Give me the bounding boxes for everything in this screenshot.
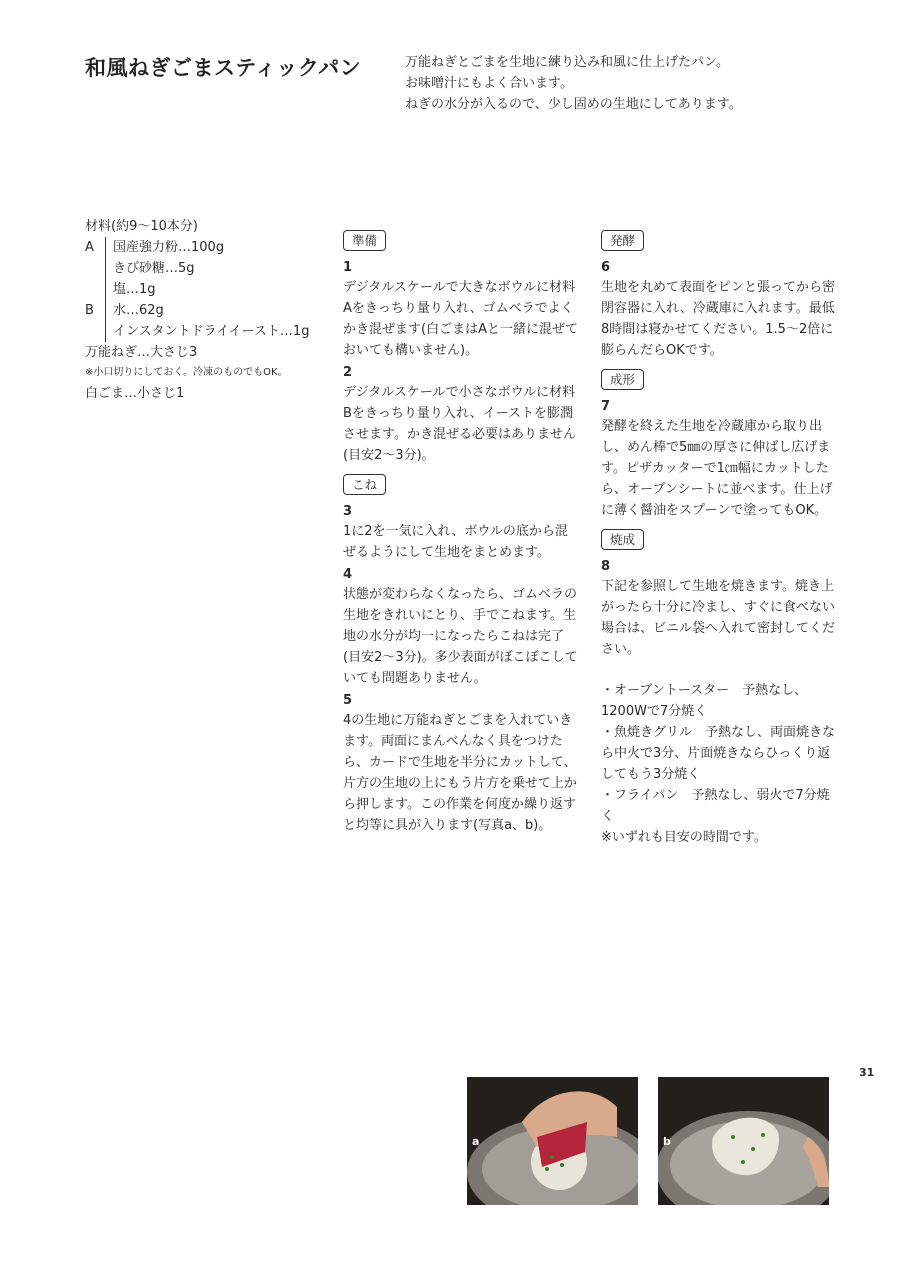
step-text: 状態が変わらなくなったら、ゴムベラの生地をきれいにとり、手でこねます。生地の水分が均一になったらこねは完了(目安2〜3分)。多少表面がぼこぼこしていても問題ありません。 xyxy=(343,587,578,686)
step-number: 3 xyxy=(343,504,353,519)
photo-b-image xyxy=(658,1077,829,1205)
step-number: 2 xyxy=(343,365,353,380)
ingredient-group-a xyxy=(85,237,309,300)
steps-column-middle xyxy=(343,230,578,838)
step-text: 1に2を一気に入れ、ボウルの底から混ぜるようにして生地をまとめます。 xyxy=(343,524,568,560)
group-letter: B xyxy=(85,303,94,318)
section-tag-preparation: 準備 xyxy=(343,230,386,251)
step-text: 下記を参照して生地を焼きます。焼き上がったら十分に冷まし、すぐに食べない場合は、ビニル袋へ入れて密封してください。 xyxy=(601,579,836,657)
ingredient-item: 万能ねぎ…大さじ3 xyxy=(85,345,198,360)
intro-line: ねぎの水分が入るので、少し固めの生地にしてあります。 xyxy=(405,97,742,112)
ingredient-group-b xyxy=(85,300,309,342)
page-number: 31 xyxy=(859,1066,875,1079)
photo-label: b xyxy=(663,1135,671,1148)
step-number: 6 xyxy=(601,260,611,275)
step-text: 発酵を終えた生地を冷蔵庫から取り出し、めん棒で5㎜の厚さに伸ばし広げます。ピザカッターで1㎝幅にカットしたら、オーブンシートに並べます。仕上げに薄く醤油をスプーンで塗ってもOK。 xyxy=(601,419,833,518)
photo-a-image xyxy=(467,1077,638,1205)
step-number: 7 xyxy=(601,399,611,414)
recipe-title: 和風ねぎごまスティックパン xyxy=(85,56,362,80)
ingredient-item: きび砂糖…5g xyxy=(113,261,195,276)
photo-b xyxy=(658,1077,829,1205)
ingredient-item: インスタントドライイースト…1g xyxy=(113,324,310,339)
step-number: 5 xyxy=(343,693,353,708)
ingredient-item: 水…62g xyxy=(113,303,164,318)
step-number: 4 xyxy=(343,567,353,582)
section-tag-kneading: こね xyxy=(343,474,386,495)
group-items xyxy=(105,300,309,342)
section-tag-shaping: 成形 xyxy=(601,369,644,390)
ingredients-title: 材料(約9〜10本分) xyxy=(85,219,198,234)
section-tag-baking: 焼成 xyxy=(601,529,644,550)
step-number: 8 xyxy=(601,559,611,574)
ingredient-item: 塩…1g xyxy=(113,282,156,297)
recipe-intro xyxy=(405,52,742,115)
step-text: デジタルスケールで小さなボウルに材料Bをきっちり量り入れ、イーストを膨潤させます。かき混ぜる必要はありません(目安2〜3分)。 xyxy=(343,385,576,463)
baking-method-grill: ・魚焼きグリル 予熱なし、両面焼きなら中火で3分、片面焼きならひっくり返してもう3分焼く xyxy=(601,725,836,782)
step-number: 1 xyxy=(343,260,353,275)
ingredient-item: 国産強力粉…100g xyxy=(113,240,225,255)
ingredients-block xyxy=(85,216,309,404)
steps-column-right xyxy=(601,230,841,848)
ingredient-item: 白ごま…小さじ1 xyxy=(85,386,185,401)
section-tag-fermentation: 発酵 xyxy=(601,230,644,251)
intro-line: お味噌汁にもよく合います。 xyxy=(405,76,573,91)
step-text: 生地を丸めて表面をピンと張ってから密閉容器に入れ、冷蔵庫に入れます。最低8時間は寝かせてください。1.5〜2倍に膨らんだらOKです。 xyxy=(601,280,836,358)
step-text: デジタルスケールで大きなボウルに材料Aをきっちり量り入れ、ゴムベラでよくかき混ぜます(白ごまはAと一緒に混ぜておいても構いません)。 xyxy=(343,280,578,358)
step-text: 4の生地に万能ねぎとごまを入れていきます。両面にまんべんなく具をつけたら、カードで生地を半分にカットして、片方の生地の上にもう片方を乗せて上から押します。この作業を何度か繰り返すと均等に具が入ります(写真a、b)。 xyxy=(343,713,578,833)
photo-label: a xyxy=(472,1135,480,1148)
intro-line: 万能ねぎとごまを生地に練り込み和風に仕上げたパン。 xyxy=(405,55,729,70)
ingredient-note: ※小口切りにしておく。冷凍のものでもOK。 xyxy=(85,367,288,378)
group-letter: A xyxy=(85,240,94,255)
photo-a xyxy=(467,1077,638,1205)
group-items xyxy=(105,237,224,300)
baking-note: ※いずれも目安の時間です。 xyxy=(601,830,767,845)
baking-method-pan: ・フライパン 予熱なし、弱火で7分焼く xyxy=(601,788,830,824)
baking-method-toaster: ・オーブントースター 予熱なし、1200Wで7分焼く xyxy=(601,683,808,719)
